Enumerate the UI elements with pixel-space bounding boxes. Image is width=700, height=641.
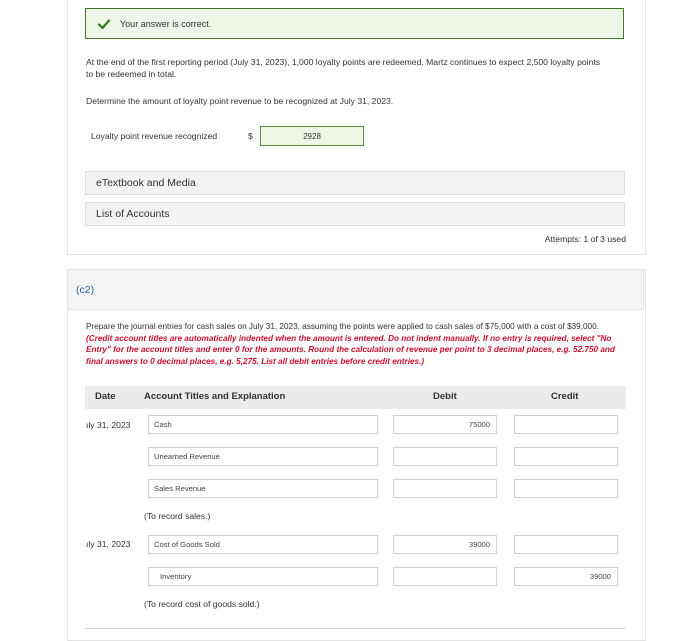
correct-answer-banner: [85, 8, 624, 39]
account-input[interactable]: Cash: [148, 415, 378, 434]
currency-symbol: $: [248, 131, 253, 141]
instruction-text: Determine the amount of loyalty point revenue to be recognized at July 31, 2023.: [86, 96, 394, 106]
credit-input[interactable]: [514, 415, 618, 434]
entry-note: (To record sales.): [144, 511, 211, 521]
debit-input[interactable]: 75000: [393, 415, 497, 434]
loyalty-revenue-input[interactable]: [260, 126, 364, 146]
etextbook-button[interactable]: eTextbook and Media: [85, 171, 625, 195]
entry-note: (To record cost of goods sold.): [144, 599, 260, 609]
debit-input[interactable]: [393, 567, 497, 586]
account-input[interactable]: Sales Revenue: [148, 479, 378, 498]
attempts-counter: Attempts: 1 of 3 used: [544, 234, 626, 244]
debit-input[interactable]: [393, 447, 497, 466]
field-label: Loyalty point revenue recognized: [91, 131, 218, 141]
credit-input[interactable]: [514, 535, 618, 554]
header-account: Account Titles and Explanation: [144, 391, 286, 402]
debit-input[interactable]: 39000: [393, 535, 497, 554]
question-text: At the end of the first reporting period (July 31, 2023), 1,000 loyalty points are redeemed. Martz continues to expect 2,500 loyalty points to be redeemed in total.: [86, 57, 601, 79]
debit-input[interactable]: [393, 479, 497, 498]
part-label: (c2): [76, 284, 95, 296]
prompt-instructions: (Credit account titles are automatically indented when the amount is entered. Do not indent manually. If no entry is required, select "No Entry" for the account titles and enter 0 for the amounts. Round the calculation of revenue per point to 3 decimal places, e.g. 52.750 and final answers to 0 decimal places, e.g. 5,275. List all debit entries before credit entries.): [86, 333, 615, 366]
divider: [85, 628, 626, 629]
header-debit: Debit: [433, 391, 457, 402]
entry-date: ıly 31, 2023: [86, 420, 131, 430]
credit-input[interactable]: [514, 447, 618, 466]
banner-text: Your answer is correct.: [120, 18, 212, 29]
account-input[interactable]: Unearned Revenue: [148, 447, 378, 466]
account-input[interactable]: Cost of Goods Sold: [148, 535, 378, 554]
list-of-accounts-button[interactable]: List of Accounts: [85, 202, 625, 226]
prompt-text: Prepare the journal entries for cash sales on July 31, 2023, assuming the points were applied to cash sales of $75,000 with a cost of $39,000.: [86, 322, 599, 331]
credit-input[interactable]: [514, 479, 618, 498]
journal-prompt: [86, 321, 626, 367]
entry-date: ıly 31, 2023: [86, 539, 131, 549]
part-c2-header: [67, 269, 644, 310]
header-credit: Credit: [551, 391, 579, 402]
header-date: Date: [95, 391, 116, 402]
account-input[interactable]: Inventory: [148, 567, 378, 586]
checkmark-icon: [97, 17, 111, 31]
credit-input[interactable]: 39000: [514, 567, 618, 586]
